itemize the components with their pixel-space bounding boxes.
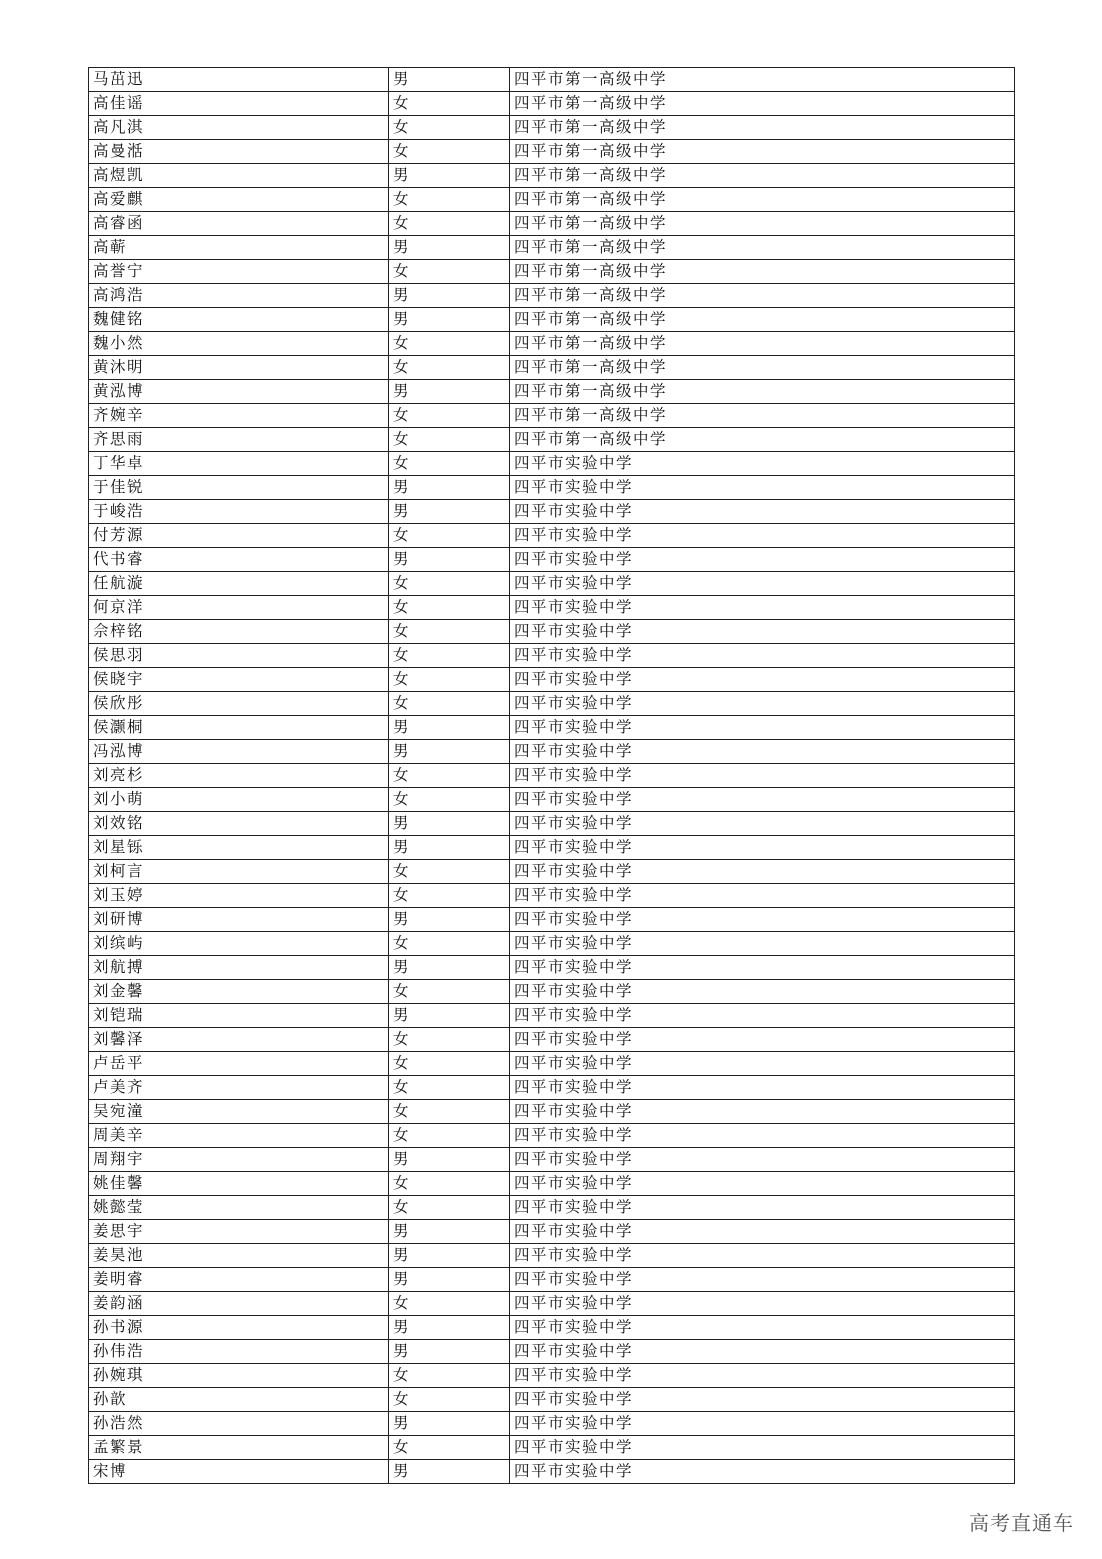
name-cell: 姚佳馨 (89, 1172, 389, 1196)
school-cell: 四平市实验中学 (510, 836, 1015, 860)
table-row (89, 1364, 1015, 1388)
gender-cell: 女 (389, 1124, 510, 1148)
school-cell: 四平市实验中学 (510, 1076, 1015, 1100)
name-cell: 吴宛潼 (89, 1100, 389, 1124)
gender-cell: 女 (389, 1028, 510, 1052)
gender-cell: 女 (389, 932, 510, 956)
name-cell: 姜昊池 (89, 1244, 389, 1268)
name-cell: 付芳源 (89, 524, 389, 548)
name-cell: 任航漩 (89, 572, 389, 596)
name-cell: 高煜凯 (89, 164, 389, 188)
name-cell: 高蕲 (89, 236, 389, 260)
table-row (89, 500, 1015, 524)
school-cell: 四平市实验中学 (510, 1220, 1015, 1244)
name-cell: 高曼湉 (89, 140, 389, 164)
table-row (89, 188, 1015, 212)
table-row (89, 284, 1015, 308)
gender-cell: 男 (389, 1220, 510, 1244)
name-cell: 何京洋 (89, 596, 389, 620)
name-cell: 高爱麒 (89, 188, 389, 212)
school-cell: 四平市第一高级中学 (510, 116, 1015, 140)
gender-cell: 男 (389, 812, 510, 836)
school-cell: 四平市实验中学 (510, 644, 1015, 668)
gender-cell: 男 (389, 284, 510, 308)
school-cell: 四平市第一高级中学 (510, 236, 1015, 260)
school-cell: 四平市实验中学 (510, 524, 1015, 548)
name-cell: 刘玉婷 (89, 884, 389, 908)
gender-cell: 女 (389, 1052, 510, 1076)
table-row (89, 476, 1015, 500)
table-row (89, 1244, 1015, 1268)
school-cell: 四平市实验中学 (510, 812, 1015, 836)
school-cell: 四平市实验中学 (510, 1436, 1015, 1460)
gender-cell: 男 (389, 1316, 510, 1340)
gender-cell: 女 (389, 428, 510, 452)
gender-cell: 女 (389, 1364, 510, 1388)
name-cell: 佘梓铭 (89, 620, 389, 644)
name-cell: 刘亮杉 (89, 764, 389, 788)
table-row (89, 812, 1015, 836)
school-cell: 四平市实验中学 (510, 476, 1015, 500)
school-cell: 四平市第一高级中学 (510, 332, 1015, 356)
table-row (89, 260, 1015, 284)
school-cell: 四平市实验中学 (510, 1292, 1015, 1316)
gender-cell: 男 (389, 548, 510, 572)
gender-cell: 女 (389, 572, 510, 596)
table-row (89, 596, 1015, 620)
gender-cell: 男 (389, 740, 510, 764)
school-cell: 四平市第一高级中学 (510, 140, 1015, 164)
school-cell: 四平市第一高级中学 (510, 284, 1015, 308)
school-cell: 四平市实验中学 (510, 908, 1015, 932)
table-row (89, 1412, 1015, 1436)
table-row (89, 932, 1015, 956)
gender-cell: 男 (389, 1340, 510, 1364)
gender-cell: 女 (389, 764, 510, 788)
gender-cell: 男 (389, 68, 510, 92)
name-cell: 姜思宇 (89, 1220, 389, 1244)
name-cell: 侯欣彤 (89, 692, 389, 716)
table-row (89, 1340, 1015, 1364)
table-row (89, 356, 1015, 380)
school-cell: 四平市实验中学 (510, 1196, 1015, 1220)
table-row (89, 956, 1015, 980)
school-cell: 四平市实验中学 (510, 980, 1015, 1004)
name-cell: 黄沐明 (89, 356, 389, 380)
school-cell: 四平市实验中学 (510, 932, 1015, 956)
name-cell: 高誉宁 (89, 260, 389, 284)
school-cell: 四平市第一高级中学 (510, 404, 1015, 428)
school-cell: 四平市实验中学 (510, 788, 1015, 812)
name-cell: 高鸿浩 (89, 284, 389, 308)
table-row (89, 1196, 1015, 1220)
table-row (89, 788, 1015, 812)
table-row (89, 692, 1015, 716)
name-cell: 刘研博 (89, 908, 389, 932)
table-row (89, 1316, 1015, 1340)
school-cell: 四平市第一高级中学 (510, 260, 1015, 284)
gender-cell: 女 (389, 212, 510, 236)
name-cell: 高睿函 (89, 212, 389, 236)
name-cell: 孟繁景 (89, 1436, 389, 1460)
gender-cell: 女 (389, 644, 510, 668)
name-cell: 刘缤屿 (89, 932, 389, 956)
gender-cell: 男 (389, 1244, 510, 1268)
gender-cell: 女 (389, 1172, 510, 1196)
gender-cell: 女 (389, 1436, 510, 1460)
gender-cell: 女 (389, 1100, 510, 1124)
school-cell: 四平市第一高级中学 (510, 212, 1015, 236)
name-cell: 刘柯言 (89, 860, 389, 884)
school-cell: 四平市第一高级中学 (510, 356, 1015, 380)
gender-cell: 女 (389, 620, 510, 644)
gender-cell: 女 (389, 1388, 510, 1412)
gender-cell: 女 (389, 980, 510, 1004)
table-row (89, 164, 1015, 188)
gender-cell: 女 (389, 1292, 510, 1316)
table-row (89, 1124, 1015, 1148)
name-cell: 侯灏桐 (89, 716, 389, 740)
name-cell: 刘小萌 (89, 788, 389, 812)
table-row (89, 380, 1015, 404)
gender-cell: 男 (389, 716, 510, 740)
watermark-text: 高考直通车 (969, 1511, 1074, 1535)
table-row (89, 764, 1015, 788)
school-cell: 四平市实验中学 (510, 1412, 1015, 1436)
table-row (89, 524, 1015, 548)
school-cell: 四平市第一高级中学 (510, 380, 1015, 404)
school-cell: 四平市实验中学 (510, 596, 1015, 620)
table-row (89, 860, 1015, 884)
gender-cell: 女 (389, 860, 510, 884)
name-cell: 冯泓博 (89, 740, 389, 764)
school-cell: 四平市实验中学 (510, 1316, 1015, 1340)
school-cell: 四平市第一高级中学 (510, 68, 1015, 92)
table-row (89, 548, 1015, 572)
name-cell: 孙歆 (89, 1388, 389, 1412)
name-cell: 孙伟浩 (89, 1340, 389, 1364)
name-cell: 魏小然 (89, 332, 389, 356)
name-cell: 高佳谣 (89, 92, 389, 116)
gender-cell: 男 (389, 956, 510, 980)
gender-cell: 女 (389, 596, 510, 620)
table-row (89, 404, 1015, 428)
gender-cell: 男 (389, 476, 510, 500)
gender-cell: 女 (389, 404, 510, 428)
table-row (89, 572, 1015, 596)
name-cell: 刘铠瑞 (89, 1004, 389, 1028)
gender-cell: 男 (389, 908, 510, 932)
school-cell: 四平市实验中学 (510, 740, 1015, 764)
roster-table-body (89, 68, 1015, 1484)
table-row (89, 452, 1015, 476)
gender-cell: 男 (389, 236, 510, 260)
school-cell: 四平市实验中学 (510, 1172, 1015, 1196)
name-cell: 孙婉琪 (89, 1364, 389, 1388)
table-row (89, 1100, 1015, 1124)
name-cell: 孙浩然 (89, 1412, 389, 1436)
school-cell: 四平市实验中学 (510, 1460, 1015, 1484)
name-cell: 卢美齐 (89, 1076, 389, 1100)
table-row (89, 1388, 1015, 1412)
school-cell: 四平市实验中学 (510, 452, 1015, 476)
table-row (89, 1268, 1015, 1292)
table-row (89, 1460, 1015, 1484)
name-cell: 周翔宇 (89, 1148, 389, 1172)
name-cell: 于峻浩 (89, 500, 389, 524)
school-cell: 四平市第一高级中学 (510, 92, 1015, 116)
table-row (89, 1292, 1015, 1316)
gender-cell: 女 (389, 1196, 510, 1220)
table-row (89, 980, 1015, 1004)
gender-cell: 女 (389, 452, 510, 476)
table-row (89, 140, 1015, 164)
table-row (89, 740, 1015, 764)
school-cell: 四平市实验中学 (510, 716, 1015, 740)
school-cell: 四平市第一高级中学 (510, 308, 1015, 332)
table-row (89, 116, 1015, 140)
table-row (89, 1028, 1015, 1052)
gender-cell: 男 (389, 1004, 510, 1028)
name-cell: 齐婉辛 (89, 404, 389, 428)
school-cell: 四平市第一高级中学 (510, 428, 1015, 452)
school-cell: 四平市实验中学 (510, 860, 1015, 884)
school-cell: 四平市实验中学 (510, 1268, 1015, 1292)
name-cell: 刘金馨 (89, 980, 389, 1004)
school-cell: 四平市第一高级中学 (510, 164, 1015, 188)
name-cell: 刘航搏 (89, 956, 389, 980)
gender-cell: 男 (389, 380, 510, 404)
gender-cell: 男 (389, 500, 510, 524)
gender-cell: 男 (389, 308, 510, 332)
table-row (89, 236, 1015, 260)
school-cell: 四平市实验中学 (510, 956, 1015, 980)
table-row (89, 1148, 1015, 1172)
gender-cell: 女 (389, 356, 510, 380)
school-cell: 四平市实验中学 (510, 1100, 1015, 1124)
school-cell: 四平市实验中学 (510, 692, 1015, 716)
gender-cell: 女 (389, 668, 510, 692)
gender-cell: 女 (389, 884, 510, 908)
table-row (89, 308, 1015, 332)
school-cell: 四平市实验中学 (510, 1124, 1015, 1148)
name-cell: 宋博 (89, 1460, 389, 1484)
table-row (89, 620, 1015, 644)
gender-cell: 男 (389, 836, 510, 860)
table-row (89, 668, 1015, 692)
school-cell: 四平市实验中学 (510, 1028, 1015, 1052)
school-cell: 四平市实验中学 (510, 884, 1015, 908)
table-row (89, 884, 1015, 908)
name-cell: 刘星铄 (89, 836, 389, 860)
gender-cell: 男 (389, 1460, 510, 1484)
table-row (89, 1076, 1015, 1100)
gender-cell: 女 (389, 92, 510, 116)
gender-cell: 男 (389, 1148, 510, 1172)
table-row (89, 1436, 1015, 1460)
name-cell: 姜明睿 (89, 1268, 389, 1292)
name-cell: 丁华卓 (89, 452, 389, 476)
school-cell: 四平市实验中学 (510, 764, 1015, 788)
gender-cell: 女 (389, 116, 510, 140)
name-cell: 于佳锐 (89, 476, 389, 500)
table-row (89, 68, 1015, 92)
table-row (89, 1052, 1015, 1076)
table-row (89, 212, 1015, 236)
school-cell: 四平市实验中学 (510, 500, 1015, 524)
gender-cell: 男 (389, 1412, 510, 1436)
school-cell: 四平市实验中学 (510, 1244, 1015, 1268)
name-cell: 马茁迅 (89, 68, 389, 92)
gender-cell: 女 (389, 260, 510, 284)
name-cell: 魏健铭 (89, 308, 389, 332)
name-cell: 孙书源 (89, 1316, 389, 1340)
name-cell: 代书睿 (89, 548, 389, 572)
name-cell: 周美辛 (89, 1124, 389, 1148)
table-row (89, 644, 1015, 668)
table-row (89, 908, 1015, 932)
table-row (89, 428, 1015, 452)
gender-cell: 女 (389, 524, 510, 548)
school-cell: 四平市实验中学 (510, 1340, 1015, 1364)
school-cell: 四平市实验中学 (510, 668, 1015, 692)
table-row (89, 1220, 1015, 1244)
table-row (89, 1172, 1015, 1196)
gender-cell: 女 (389, 188, 510, 212)
table-row (89, 1004, 1015, 1028)
table-row (89, 716, 1015, 740)
gender-cell: 女 (389, 692, 510, 716)
gender-cell: 女 (389, 140, 510, 164)
table-row (89, 836, 1015, 860)
table-row (89, 92, 1015, 116)
name-cell: 侯思羽 (89, 644, 389, 668)
school-cell: 四平市实验中学 (510, 1388, 1015, 1412)
name-cell: 黄泓博 (89, 380, 389, 404)
gender-cell: 男 (389, 1268, 510, 1292)
name-cell: 高凡淇 (89, 116, 389, 140)
name-cell: 姚懿莹 (89, 1196, 389, 1220)
gender-cell: 男 (389, 164, 510, 188)
gender-cell: 女 (389, 1076, 510, 1100)
name-cell: 刘效铭 (89, 812, 389, 836)
name-cell: 齐思雨 (89, 428, 389, 452)
school-cell: 四平市实验中学 (510, 620, 1015, 644)
school-cell: 四平市第一高级中学 (510, 188, 1015, 212)
school-cell: 四平市实验中学 (510, 572, 1015, 596)
school-cell: 四平市实验中学 (510, 1364, 1015, 1388)
name-cell: 姜韵涵 (89, 1292, 389, 1316)
table-row (89, 332, 1015, 356)
school-cell: 四平市实验中学 (510, 1052, 1015, 1076)
roster-table (88, 67, 1015, 1484)
gender-cell: 女 (389, 332, 510, 356)
school-cell: 四平市实验中学 (510, 1148, 1015, 1172)
school-cell: 四平市实验中学 (510, 1004, 1015, 1028)
school-cell: 四平市实验中学 (510, 548, 1015, 572)
gender-cell: 女 (389, 788, 510, 812)
name-cell: 刘馨泽 (89, 1028, 389, 1052)
name-cell: 卢岳平 (89, 1052, 389, 1076)
name-cell: 侯晓宇 (89, 668, 389, 692)
